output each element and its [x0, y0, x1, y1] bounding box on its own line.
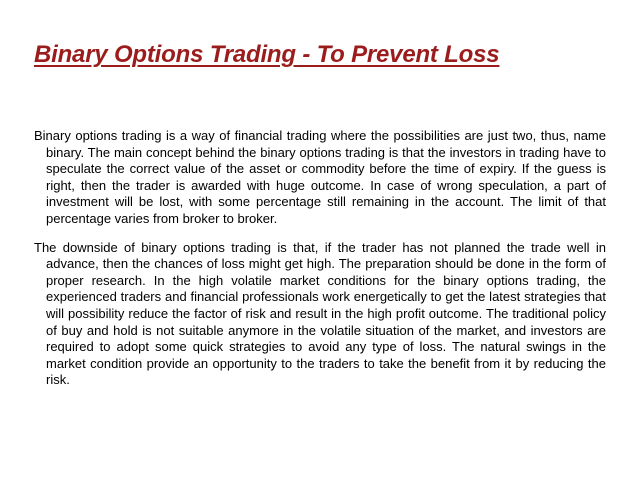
paragraph-downside: The downside of binary options trading is that, if the trader has not planned the trade well in advance, then the chances of loss might get high. The preparation should be done in the form of proper research. In the high volatile market conditions for the binary options trading, the experienced traders and financial professionals work energetically to get the latest strategies that will possibility reduce the factor of risk and result in the high profit outcome. The traditional policy of buy and hold is not suitable anymore in the volatile situation of the market, and investors are required to adopt some quick strategies to avoid any type of loss. The natural swings in the market condition provide an opportunity to the traders to take the benefit from it by reducing the risk.	[34, 239, 606, 388]
slide-body	[34, 128, 606, 401]
slide-title: Binary Options Trading - To Prevent Loss	[34, 41, 500, 68]
paragraph-intro: Binary options trading is a way of financial trading where the possibilities are just two, thus, name binary. The main concept behind the binary options trading is that the investors in trading have to speculate the correct value of the asset or commodity before the time of expiry. If the guess is right, then the trader is awarded with huge outcome. In case of wrong speculation, a part of investment will be lost, with some percentage still remaining in the account. The limit of that percentage varies from broker to broker.	[34, 128, 606, 226]
